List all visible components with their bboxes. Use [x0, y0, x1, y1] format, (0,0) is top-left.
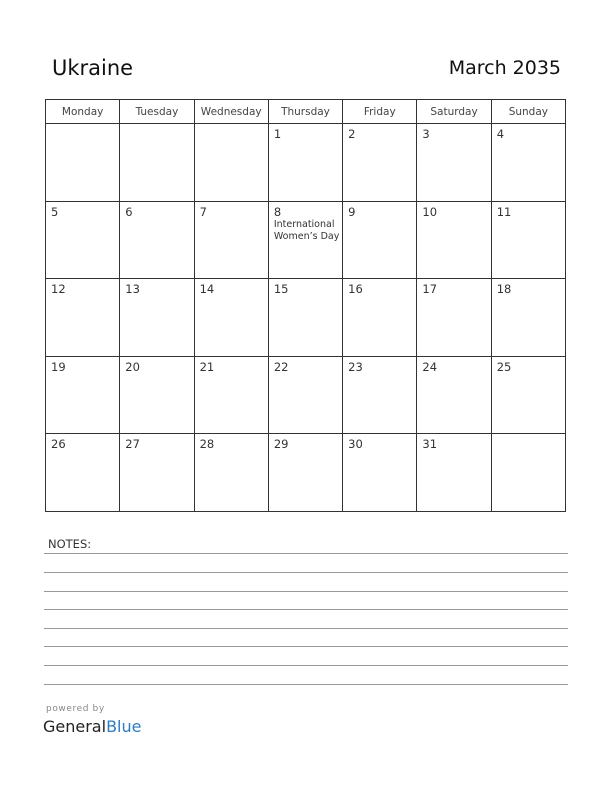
weekday-monday: Monday	[46, 100, 120, 124]
day-cell	[268, 434, 342, 512]
week-row	[46, 124, 566, 202]
weekday-wednesday: Wednesday	[194, 100, 268, 124]
month-year-title: March 2035	[448, 57, 561, 79]
day-number: 24	[422, 359, 438, 374]
day-number: 5	[51, 204, 59, 219]
day-cell	[343, 201, 417, 279]
day-number: 26	[51, 437, 66, 452]
notes-line	[44, 553, 568, 554]
day-cell	[194, 279, 268, 357]
week-row	[46, 201, 566, 279]
day-number: 21	[199, 359, 215, 374]
brand-general: General	[43, 717, 107, 736]
notes-line	[44, 646, 568, 647]
day-cell	[491, 201, 565, 279]
notes-line	[44, 665, 568, 666]
weekday-thursday: Thursday	[268, 100, 342, 124]
day-cell	[343, 356, 417, 434]
day-cell	[120, 279, 194, 357]
day-number: 10	[422, 204, 438, 219]
weekday-sunday: Sunday	[491, 100, 565, 124]
day-number: 8	[273, 204, 282, 219]
day-cell	[268, 201, 342, 279]
day-cell	[491, 356, 565, 434]
weekday-saturday: Saturday	[417, 100, 491, 124]
holiday-label: International Women’s Day	[273, 218, 340, 242]
day-number: 12	[51, 282, 66, 297]
day-cell	[417, 124, 491, 202]
day-number: 29	[273, 437, 289, 452]
day-cell	[343, 124, 417, 202]
day-number: 2	[348, 127, 356, 141]
weekday-friday: Friday	[343, 100, 417, 124]
generalblue-logo	[43, 717, 141, 736]
day-number: 11	[496, 204, 512, 219]
day-number: 20	[125, 359, 140, 374]
day-number: 1	[273, 127, 282, 141]
day-number: 13	[125, 282, 140, 297]
day-cell	[120, 124, 194, 202]
day-cell	[194, 434, 268, 512]
powered-by-text: powered by	[46, 704, 105, 714]
day-cell	[343, 434, 417, 512]
day-cell	[268, 279, 342, 357]
day-number: 27	[125, 437, 140, 452]
week-row	[46, 356, 566, 434]
day-cell	[194, 356, 268, 434]
weekday-tuesday: Tuesday	[120, 100, 194, 124]
calendar-grid	[45, 99, 566, 512]
day-number: 25	[496, 359, 512, 374]
day-cell	[120, 201, 194, 279]
notes-line	[44, 628, 568, 629]
week-row	[46, 279, 566, 357]
day-cell	[194, 124, 268, 202]
day-number: 7	[199, 204, 207, 219]
day-number: 3	[422, 127, 430, 141]
day-cell	[120, 434, 194, 512]
day-number: 23	[348, 359, 363, 374]
notes-line	[44, 572, 568, 573]
day-cell	[417, 356, 491, 434]
day-number: 15	[273, 282, 289, 297]
notes-line	[44, 591, 568, 592]
notes-label: NOTES:	[48, 537, 92, 551]
day-cell	[491, 434, 565, 512]
day-number: 4	[496, 127, 505, 141]
day-cell	[268, 356, 342, 434]
country-title: Ukraine	[52, 56, 134, 80]
day-cell	[46, 124, 120, 202]
day-cell	[46, 279, 120, 357]
day-number: 19	[51, 359, 66, 374]
day-cell	[417, 434, 491, 512]
brand-blue: Blue	[106, 717, 142, 736]
day-number: 16	[348, 282, 363, 297]
day-cell	[417, 279, 491, 357]
weekday-header-row	[46, 100, 566, 124]
day-cell	[343, 279, 417, 357]
day-cell	[194, 201, 268, 279]
day-cell	[417, 201, 491, 279]
day-number: 9	[348, 204, 356, 219]
notes-line	[44, 684, 568, 685]
day-number: 31	[422, 437, 438, 452]
day-number: 14	[199, 282, 215, 297]
day-cell	[46, 201, 120, 279]
day-number: 17	[422, 282, 438, 297]
notes-line	[44, 609, 568, 610]
day-cell	[491, 279, 565, 357]
day-cell	[491, 124, 565, 202]
day-number: 6	[125, 204, 133, 219]
day-number: 22	[273, 359, 289, 374]
day-cell	[46, 356, 120, 434]
day-number: 18	[496, 282, 512, 297]
day-cell	[268, 124, 342, 202]
day-number: 28	[199, 437, 215, 452]
day-cell	[46, 434, 120, 512]
day-number: 30	[348, 437, 363, 452]
day-cell	[120, 356, 194, 434]
week-row	[46, 434, 566, 512]
